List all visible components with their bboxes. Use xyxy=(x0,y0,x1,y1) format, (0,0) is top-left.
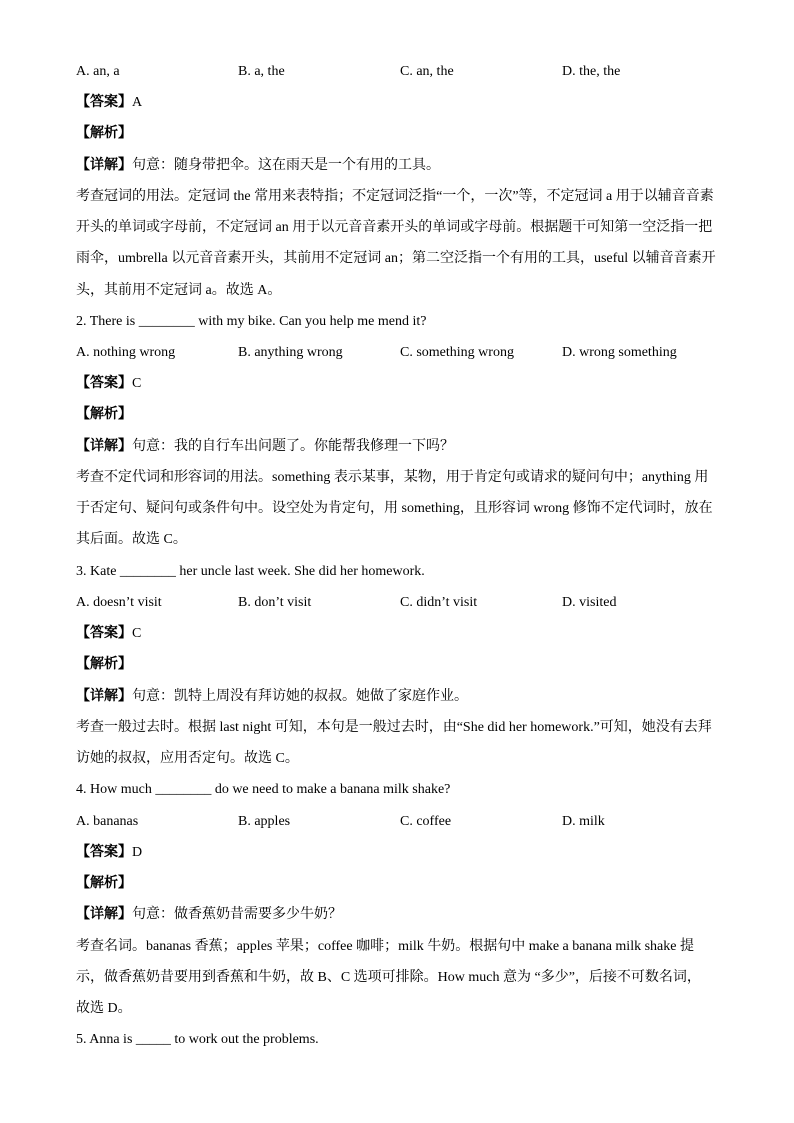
q4-explanation-line: 故选 D。 xyxy=(76,1001,132,1016)
q4-analysis-tag: 【解析】 xyxy=(76,876,132,891)
answer-tag: 【答案】 xyxy=(76,845,132,860)
q3-option-a: A. doesn’t visit xyxy=(76,595,162,610)
q2-option-a: A. nothing wrong xyxy=(76,345,176,360)
q2-option-d: D. wrong something xyxy=(562,345,677,360)
q4-answer xyxy=(76,844,716,862)
q2-analysis-tag: 【解析】 xyxy=(76,407,132,422)
q1-explanation-line: 雨伞，umbrella 以元音音素开头，其前用不定冠词 an；第二空泛指一个有用的工具，useful 以辅音音素开 xyxy=(76,251,716,266)
q3-answer xyxy=(76,625,716,643)
q2-option-b: B. anything wrong xyxy=(238,345,343,360)
q4-option-d: D. milk xyxy=(562,814,605,829)
q2-answer xyxy=(76,375,716,393)
q4-stem: 4. How much ________ do we need to make a banana milk shake? xyxy=(76,782,451,797)
q3-option-d: D. visited xyxy=(562,595,617,610)
q1-explanation-line: 开头的单词或字母前，不定冠词 an 用于以元音音素开头的单词或字母前。根据题干可知第一空泛指一把 xyxy=(76,220,713,235)
q4-explanation-line: 考查名词。bananas 香蕉；apples 苹果；coffee 咖啡；milk 牛奶。根据句中 make a banana milk shake 提 xyxy=(76,939,694,954)
answer-tag: 【答案】 xyxy=(76,95,132,110)
answer-value: A xyxy=(132,95,143,110)
q1-analysis-tag: 【解析】 xyxy=(76,126,132,141)
q5-stem: 5. Anna is _____ to work out the problems. xyxy=(76,1032,319,1047)
answer-tag: 【答案】 xyxy=(76,626,132,641)
q2-explanation-line: 其后面。故选 C。 xyxy=(76,532,187,547)
q4-option-c: C. coffee xyxy=(400,814,452,829)
q3-analysis-tag: 【解析】 xyxy=(76,657,132,672)
q4-explanation-line: 示，做香蕉奶昔要用到香蕉和牛奶，故 B、C 选项可排除。How much 意为 “多少”，后接不可数名词， xyxy=(76,970,701,985)
q1-detail: 【详解】句意：随身带把伞。这在雨天是一个有用的工具。 xyxy=(76,158,440,173)
q1-option-c: C. an, the xyxy=(400,64,454,79)
q1-explanation-line: 头，其前用不定冠词 a。故选 A。 xyxy=(76,283,282,298)
q2-explanation-line: 于否定句、疑问句或条件句中。设空处为肯定句，用 something，且形容词 wrong 修饰不定代词时，放在 xyxy=(76,501,713,516)
q4-detail: 【详解】句意：做香蕉奶昔需要多少牛奶？ xyxy=(76,907,342,922)
q3-explanation-line: 访她的叔叔，应用否定句。故选 C。 xyxy=(76,751,299,766)
q1-option-a: A. an, a xyxy=(76,64,120,79)
q4-option-b: B. apples xyxy=(238,814,291,829)
answer-value: C xyxy=(132,626,142,641)
answer-value: C xyxy=(132,376,142,391)
q2-stem: 2. There is ________ with my bike. Can you help me mend it? xyxy=(76,314,427,329)
q1-option-d: D. the, the xyxy=(562,64,621,79)
q3-option-c: C. didn’t visit xyxy=(400,595,478,610)
answer-tag: 【答案】 xyxy=(76,376,132,391)
q1-explanation-line: 考查冠词的用法。定冠词 the 常用来表特指；不定冠词泛指“一个，一次”等，不定冠词 a 用于以辅音音素 xyxy=(76,189,714,204)
q3-explanation-line: 考查一般过去时。根据 last night 可知，本句是一般过去时，由“She did her homework.”可知，她没有去拜 xyxy=(76,720,712,735)
q2-explanation-line: 考查不定代词和形容词的用法。something 表示某事，某物，用于肯定句或请求的疑问句中；anything 用 xyxy=(76,470,709,485)
q1-option-b: B. a, the xyxy=(238,64,285,79)
q4-option-a: A. bananas xyxy=(76,814,139,829)
q3-stem: 3. Kate ________ her uncle last week. She did her homework. xyxy=(76,564,425,579)
q1-answer xyxy=(76,94,716,112)
q3-option-b: B. don’t visit xyxy=(238,595,312,610)
answer-value: D xyxy=(132,845,143,860)
q2-option-c: C. something wrong xyxy=(400,345,514,360)
q2-detail: 【详解】句意：我的自行车出问题了。你能帮我修理一下吗？ xyxy=(76,439,454,454)
q3-detail: 【详解】句意：凯特上周没有拜访她的叔叔。她做了家庭作业。 xyxy=(76,689,468,704)
